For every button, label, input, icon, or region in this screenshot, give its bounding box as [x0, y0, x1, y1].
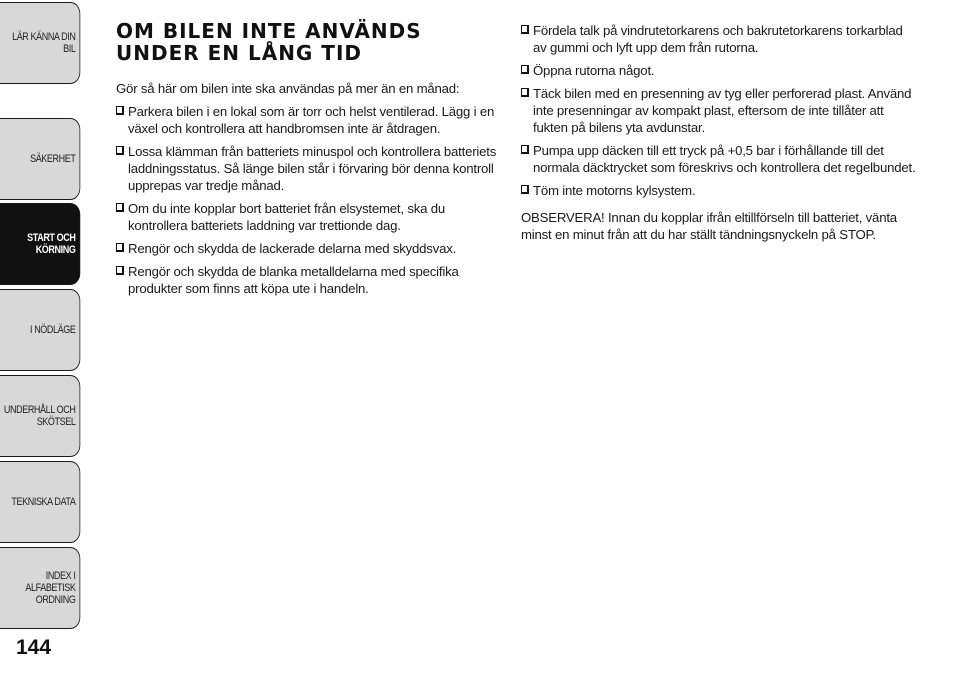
tab-tekniska-data[interactable]	[0, 461, 80, 543]
tab-label-line2: KÖRNING	[35, 244, 76, 256]
tab-underhall-och-skotsel[interactable]	[0, 375, 80, 457]
right-list	[521, 22, 916, 199]
tab-label: START OCH	[27, 232, 76, 244]
heading-line-1: OM BILEN INTE ANVÄNDS	[116, 19, 422, 43]
tab-label: SÄKERHET	[30, 153, 76, 165]
tab-lar-kanna-din-bil[interactable]	[0, 2, 80, 84]
checkbox-bullet-icon	[116, 243, 124, 252]
left-list	[116, 103, 501, 297]
warning-note: OBSERVERA! Innan du kopplar ifrån eltillförseln till batteriet, vänta minst en minut från att du har ställt tändningsnyckeln på STOP.	[521, 210, 897, 242]
tab-index[interactable]	[0, 547, 80, 629]
list-item: Lossa klämman från batteriets minuspol och kontrollera batteriets laddningsstatus. Så länge bilen står i förvaring bör denna kontroll upprepas var tredje månad.	[116, 143, 501, 194]
tab-label: INDEX I ALFABETISK	[25, 570, 76, 594]
checkbox-bullet-icon	[116, 203, 124, 212]
checkbox-bullet-icon	[521, 65, 529, 74]
tab-sakerhet[interactable]	[0, 118, 80, 200]
intro-text: Gör så här om bilen inte ska användas på mer än en månad:	[116, 81, 460, 96]
list-item: Pumpa upp däcken till ett tryck på +0,5 bar i förhållande till det normala däcktrycket som föreskrivs och kontrollera det regelbundet.	[521, 142, 916, 176]
list-item: Fördela talk på vindrutetorkarens och bakrutetorkarens torkarblad av gummi och lyft upp dem från rutorna.	[521, 22, 916, 56]
list-item: Töm inte motorns kylsystem.	[521, 182, 916, 199]
tab-label: I NÖDLÄGE	[30, 324, 76, 336]
tab-i-nodlage[interactable]	[0, 289, 80, 371]
tab-label-line2: ORDNING	[35, 594, 76, 606]
tab-label: UNDERHÅLL OCH	[3, 404, 76, 416]
checkbox-bullet-icon	[521, 185, 529, 194]
list-item: Parkera bilen i en lokal som är torr och helst ventilerad. Lägg i en växel och kontrollera att handbromsen inte är åtdragen.	[116, 103, 501, 137]
right-column	[521, 22, 916, 256]
list-item: Öppna rutorna något.	[521, 62, 916, 79]
checkbox-bullet-icon	[521, 145, 529, 154]
left-column	[116, 80, 501, 303]
checkbox-bullet-icon	[521, 25, 529, 34]
checkbox-bullet-icon	[116, 106, 124, 115]
list-item: Täck bilen med en presenning av tyg eller perforerad plast. Använd inte presenningar av kompakt plast, eftersom de inte tillåter att fukten på bilens yta avdunstar.	[521, 85, 916, 136]
list-item: Rengör och skydda de blanka metalldelarna med specifika produkter som finns att köpa ute i handeln.	[116, 263, 501, 297]
tab-start-och-korning[interactable]	[0, 203, 80, 285]
list-item: Rengör och skydda de lackerade delarna med skyddsvax.	[116, 240, 501, 257]
list-item: Om du inte kopplar bort batteriet från elsystemet, ska du kontrollera batteriets laddning var trettionde dag.	[116, 200, 501, 234]
tab-label: TEKNISKA DATA	[11, 496, 76, 508]
checkbox-bullet-icon	[116, 266, 124, 275]
tab-label-line2: SKÖTSEL	[36, 416, 76, 428]
section-heading	[116, 20, 496, 64]
tab-label: LÄR KÄNNA DIN BIL	[12, 31, 76, 55]
checkbox-bullet-icon	[116, 146, 124, 155]
heading-line-2: UNDER EN LÅNG TID	[116, 41, 362, 65]
checkbox-bullet-icon	[521, 88, 529, 97]
page-number: 144	[16, 636, 52, 659]
